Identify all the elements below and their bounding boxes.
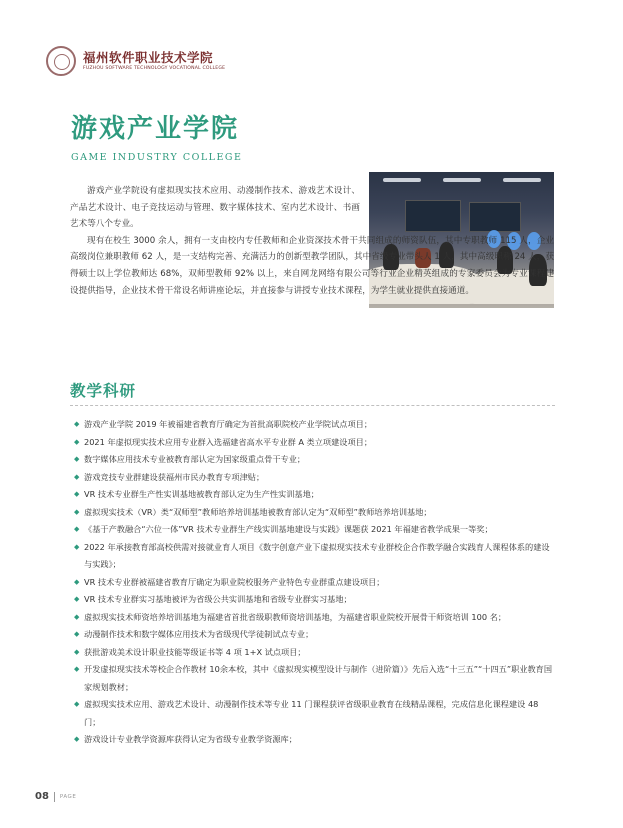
list-item [74,486,556,504]
school-name-en: FUZHOU SOFTWARE TECHNOLOGY VOCATIONAL COLLEGE [83,66,226,71]
diamond-bullet-icon: ◆ [74,577,80,586]
ceiling-light [383,178,421,182]
list-item-text: 获批游戏美术设计职业技能等级证书等 4 项 1+X 试点项目； [84,646,306,657]
intro-text [70,183,554,299]
section-title: 教学科研 [70,382,137,400]
list-item-text: 游戏产业学院 2019 年被福建省教育厅确定为首批高职院校产业学院试点项目； [84,419,373,429]
diamond-bullet-icon: ◆ [74,455,80,463]
list-item-text: 虚拟现实技术应用、游戏艺术设计、动漫制作技术等专业 11 门课程获评省级职业教育在线精品课程，完成信息化课程建设 48 门； [84,699,539,727]
intro-paragraph: 游戏产业学院设有虚拟现实技术应用、动漫制作技术、游戏艺术设计、产品艺术设计、电子竞技运动与管理、数字媒体技术、室内艺术设计、书画艺术等八个专业。 [70,186,360,230]
research-list [74,416,556,749]
page-title: 游戏产业学院 [71,114,240,144]
list-item-text: 2022 年承接教育部高校供需对接就业育人项目《数字创意产业下虚拟现实技术专业群校企合作教学融合实践育人课程体系的建设与实践》； [84,541,550,569]
school-logo-icon [46,46,76,76]
list-item-text: 数字媒体应用技术专业被教育部认定为国家级重点骨干专业； [84,454,306,464]
diamond-bullet-icon: ◆ [74,490,80,498]
list-item [74,539,556,574]
list-item [74,451,556,469]
list-item-text: 虚拟现实技术（VR）类“双师型”教师培养培训基地被教育部认定为“双师型”教师培养培训基地； [84,506,432,517]
diamond-bullet-icon: ◆ [74,630,80,638]
list-item-text: 游戏竞技专业群建设获福州市民办教育专项津贴； [84,471,265,482]
list-item-text: VR 技术专业群实习基地被评为省级公共实训基地和省级专业群实习基地； [84,594,352,604]
footer-divider [54,792,55,802]
ceiling-light [503,178,541,182]
diamond-bullet-icon: ◆ [74,472,80,481]
list-item [74,731,556,749]
school-name-cn: 福州软件职业技术学院 [83,50,214,65]
list-item-text: VR 技术专业群被福建省教育厅确定为职业院校服务产业特色专业群重点建设项目； [84,576,385,587]
section-divider [70,405,555,406]
list-item-text: 《基于产教融合“六位一体”VR 技术专业群生产线实训基地建设与实践》课题获 2021 年福建省教学成果一等奖； [84,524,493,534]
list-item [74,609,556,627]
diamond-bullet-icon: ◆ [74,507,80,516]
list-item-text: 动漫制作技术和数字媒体应用技术为省级现代学徒制试点专业； [84,629,314,639]
list-item [74,469,556,487]
list-item [74,416,556,434]
diamond-bullet-icon: ◆ [74,420,80,428]
diamond-bullet-icon: ◆ [74,437,80,446]
diamond-bullet-icon: ◆ [74,595,80,603]
list-item [74,696,556,731]
list-item [74,504,556,522]
page-label: PAGE [59,793,77,800]
diamond-bullet-icon: ◆ [74,542,80,551]
list-item [74,521,556,539]
page-number: 08 [35,791,49,802]
school-header [46,44,225,78]
intro-paragraph: 现有在校生 3000 余人，拥有一支由校内专任教师和企业资深技术骨干共同组成的师资队伍，其中专职教师 115 人，企业高级岗位兼职教师 62 人，是一支结构完善、充满活力的创新型教学团队，其中省级专业带头人 1 人，其中高级职称 24 人，获得硕士以上学位教师达 68%，双师型教师 92% 以上，来自网龙网络有限公司等行业企业精英组成的专家委员会为专业课程建设提供指导，企业技术骨干常设名师讲座论坛，并直接参与讲授专业技术课程，为学生就业提供直接通道。 [70,235,554,296]
diamond-bullet-icon: ◆ [74,525,80,533]
list-item [74,434,556,452]
ceiling-light [443,178,481,182]
list-item-text: 虚拟现实技术师资培养培训基地为福建省首批省级职教师资培训基地，为福建省职业院校开展骨干师资培训 100 名； [84,611,507,622]
list-item [74,661,556,696]
list-item [74,626,556,644]
diamond-bullet-icon: ◆ [74,612,80,621]
diamond-bullet-icon: ◆ [74,700,80,708]
list-item-text: 游戏设计专业教学资源库获得认定为省级专业教学资源库； [84,734,297,744]
diamond-bullet-icon: ◆ [74,647,80,656]
diamond-bullet-icon: ◆ [74,735,80,743]
list-item [74,591,556,609]
list-item [74,574,556,592]
list-item [74,644,556,662]
diamond-bullet-icon: ◆ [74,665,80,673]
page-subtitle: GAME INDUSTRY COLLEGE [71,152,243,163]
list-item-text: 2021 年虚拟现实技术应用专业群入选福建省高水平专业群 A 类立项建设项目； [84,436,373,447]
page-footer [35,791,76,802]
list-item-text: VR 技术专业群生产性实训基地被教育部认定为生产性实训基地； [84,489,319,499]
list-item-text: 开发虚拟现实技术等校企合作教材 10余本校，其中《虚拟现实模型设计与制作（进阶篇）》先后入选“十三五”“十四五”职业教育国家规划教材； [84,664,553,692]
school-name [83,50,225,72]
